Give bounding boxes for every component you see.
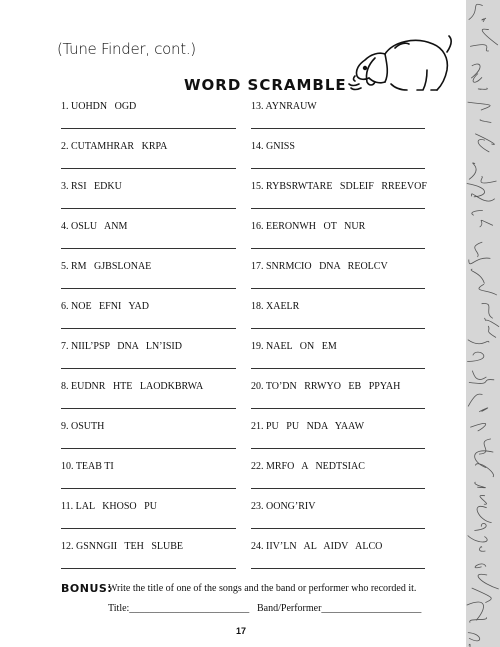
answer-line[interactable] bbox=[61, 248, 236, 249]
scramble-item: 17. SNRMCIO DNA REOLCV bbox=[251, 261, 388, 272]
scramble-item: 13. AYNRAUW bbox=[251, 101, 317, 112]
answer-line[interactable] bbox=[61, 488, 236, 489]
section-heading: (Tune Finder, cont.) bbox=[57, 40, 196, 58]
scramble-item: 9. OSUTH bbox=[61, 421, 105, 432]
answer-line[interactable] bbox=[61, 328, 236, 329]
scramble-item: 7. NIIL’PSP DNA LN’ISID bbox=[61, 341, 182, 352]
scramble-item: 1. UOHDN OGD bbox=[61, 101, 137, 112]
dog-icon bbox=[345, 24, 455, 96]
answer-line[interactable] bbox=[251, 408, 425, 409]
answer-line[interactable] bbox=[61, 128, 236, 129]
answer-line[interactable] bbox=[251, 168, 425, 169]
answer-line[interactable] bbox=[251, 288, 425, 289]
answer-line[interactable] bbox=[61, 208, 236, 209]
scramble-item: 4. OSLU ANM bbox=[61, 221, 128, 232]
scramble-item: 18. XAELR bbox=[251, 301, 300, 312]
answer-line[interactable] bbox=[251, 128, 425, 129]
decorative-sidebar bbox=[466, 0, 500, 647]
scramble-item: 19. NAEL ON EM bbox=[251, 341, 337, 352]
scramble-item: 5. RM GJBSLONAE bbox=[61, 261, 152, 272]
answer-line[interactable] bbox=[251, 368, 425, 369]
scramble-item: 2. CUTAMHRAR KRPA bbox=[61, 141, 168, 152]
answer-line[interactable] bbox=[251, 448, 425, 449]
scramble-item: 24. IIV’LN AL AIDV ALCO bbox=[251, 541, 383, 552]
bonus-instructions: Write the title of one of the songs and the band or performer who recorded it. bbox=[108, 583, 417, 594]
answer-line[interactable] bbox=[251, 328, 425, 329]
scramble-item: 22. MRFO A NEDTSIAC bbox=[251, 461, 365, 472]
answer-line[interactable] bbox=[61, 448, 236, 449]
answer-line[interactable] bbox=[251, 568, 425, 569]
scramble-item: 15. RYBSRWTARE SDLEIF RREEVOF bbox=[251, 181, 427, 192]
scramble-item: 11. LAL KHOSO PU bbox=[61, 501, 157, 512]
page-number: 17 bbox=[236, 626, 247, 636]
bonus-label: BONUS: bbox=[61, 582, 113, 595]
scramble-item: 20. TO’DN RRWYO EB PPYAH bbox=[251, 381, 401, 392]
answer-line[interactable] bbox=[61, 408, 236, 409]
answer-line[interactable] bbox=[61, 368, 236, 369]
scramble-item: 14. GNISS bbox=[251, 141, 295, 152]
scramble-item: 16. EERONWH OT NUR bbox=[251, 221, 366, 232]
answer-line[interactable] bbox=[251, 208, 425, 209]
scramble-item: 12. GSNNGII TEH SLUBE bbox=[61, 541, 184, 552]
band-performer-field[interactable]: Band/Performer____________________ bbox=[257, 603, 422, 614]
title-field[interactable]: Title:________________________ bbox=[108, 603, 250, 614]
answer-line[interactable] bbox=[61, 168, 236, 169]
squiggle-pattern bbox=[466, 0, 500, 647]
scramble-item: 3. RSI EDKU bbox=[61, 181, 122, 192]
scramble-item: 21. PU PU NDA YAAW bbox=[251, 421, 365, 432]
answer-line[interactable] bbox=[61, 288, 236, 289]
answer-line[interactable] bbox=[251, 248, 425, 249]
scramble-item: 10. TEAB TI bbox=[61, 461, 114, 472]
scramble-item: 23. OONG’RIV bbox=[251, 501, 316, 512]
scramble-item: 8. EUDNR HTE LAODKBRWA bbox=[61, 381, 204, 392]
answer-line[interactable] bbox=[61, 568, 236, 569]
scramble-item: 6. NOE EFNI YAD bbox=[61, 301, 149, 312]
answer-line[interactable] bbox=[61, 528, 236, 529]
page-title: WORD SCRAMBLE bbox=[184, 76, 347, 94]
answer-line[interactable] bbox=[251, 528, 425, 529]
answer-line[interactable] bbox=[251, 488, 425, 489]
